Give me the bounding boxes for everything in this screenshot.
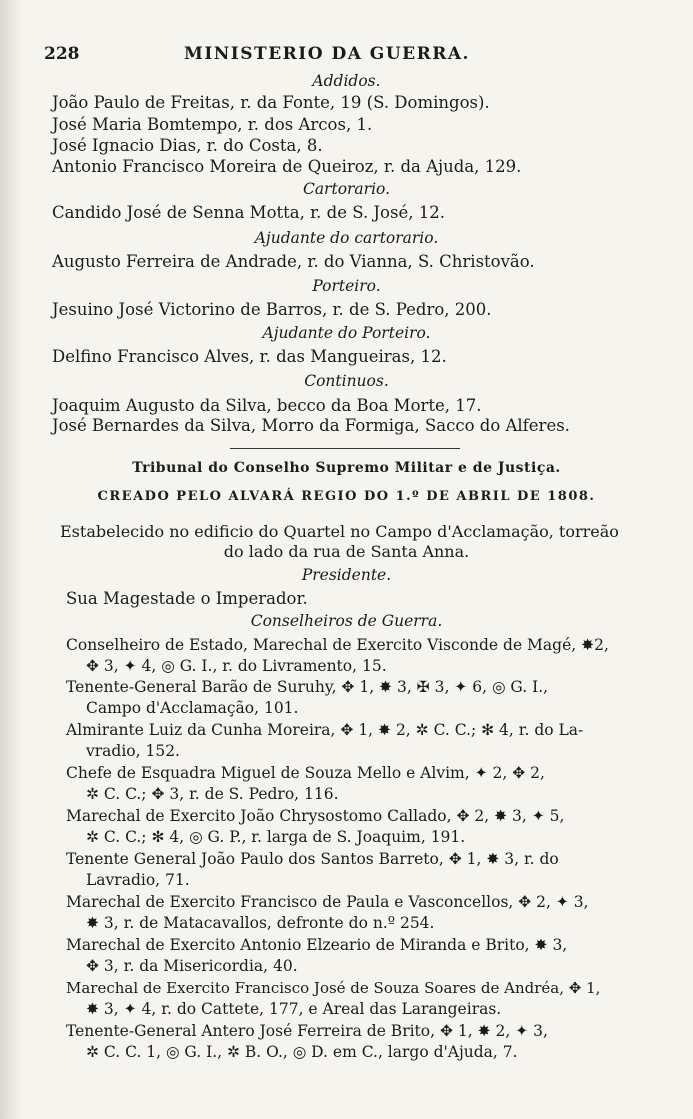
conselheiro-line: Campo d'Acclamação, 101. [86, 699, 299, 717]
conselheiro-line: Marechal de Exercito Francisco José de Souza Soares de Andréa, ✥ 1, [66, 979, 601, 997]
heading-ajudante-cartorario: Ajudante do cartorario. [254, 229, 439, 247]
conselheiro-line: Marechal de Exercito Antonio Elzeario de Miranda e Brito, ✸ 3, [66, 936, 568, 954]
tribunal-location-line: Estabelecido no edificio do Quartel no Campo d'Acclamação, torreão [60, 522, 619, 541]
conselheiro-line: ✲ C. C.; ✥ 3, r. de S. Pedro, 116. [86, 785, 339, 803]
continuos-entry: Joaquim Augusto da Silva, becco da Boa Morte, 17. [52, 396, 482, 415]
heading-conselheiros: Conselheiros de Guerra. [250, 612, 443, 630]
heading-presidente: Presidente. [301, 566, 392, 584]
conselheiro-line: ✸ 3, r. de Matacavallos, defronte do n.º 254. [86, 914, 435, 932]
conselheiro-line: ✲ C. C.; ✻ 4, ◎ G. P., r. larga de S. Joaquim, 191. [86, 828, 466, 846]
heading-porteiro: Porteiro. [312, 277, 381, 295]
conselheiro-line: Almirante Luiz da Cunha Moreira, ✥ 1, ✸ 2, ✲ C. C.; ✻ 4, r. do La- [66, 721, 584, 739]
heading-continuos: Continuos. [304, 372, 389, 390]
conselheiro-line: ✸ 3, ✦ 4, r. do Cattete, 177, e Areal das Larangeiras. [86, 1000, 502, 1018]
adidos-entry: João Paulo de Freitas, r. da Fonte, 19 (S. Domingos). [52, 93, 490, 112]
conselheiro-line: ✥ 3, r. da Misericordia, 40. [86, 957, 298, 975]
conselheiro-line: Lavradio, 71. [86, 871, 190, 889]
conselheiro-line: Tenente-General Antero José Ferreira de Brito, ✥ 1, ✸ 2, ✦ 3, [66, 1022, 548, 1040]
conselheiro-line: vradio, 152. [86, 742, 180, 760]
continuos-entry: José Bernardes da Silva, Morro da Formiga, Sacco do Alferes. [52, 416, 570, 435]
heading-adidos: Addidos. [312, 72, 381, 90]
porteiro-entry: Jesuino José Victorino de Barros, r. de S. Pedro, 200. [52, 300, 492, 319]
adidos-entry: José Ignacio Dias, r. do Costa, 8. [52, 136, 323, 155]
conselheiro-line: Tenente General João Paulo dos Santos Barreto, ✥ 1, ✸ 3, r. do [66, 850, 559, 868]
cartorario-entry: Candido José de Senna Motta, r. de S. José, 12. [52, 203, 445, 222]
page-number: 228 [44, 44, 80, 64]
running-title: MINISTERIO DA GUERRA. [184, 44, 470, 64]
adidos-entry: José Maria Bomtempo, r. dos Arcos, 1. [52, 115, 373, 134]
page-header [44, 44, 644, 70]
section-rule [230, 448, 460, 449]
tribunal-location-line: do lado da rua de Santa Anna. [223, 542, 470, 561]
conselheiro-line: Chefe de Esquadra Miguel de Souza Mello e Alvim, ✦ 2, ✥ 2, [66, 764, 545, 782]
heading-cartorario: Cartorario. [302, 180, 391, 198]
conselheiro-line: Tenente-General Barão de Suruhy, ✥ 1, ✸ 3, ✠ 3, ✦ 6, ◎ G. I., [66, 678, 549, 696]
tribunal-title: Tribunal do Conselho Supremo Militar e de Justiça. [132, 460, 561, 476]
presidente-entry: Sua Magestade o Imperador. [66, 589, 308, 608]
adidos-entry: Antonio Francisco Moreira de Queiroz, r. da Ajuda, 129. [52, 157, 522, 176]
ajudante-porteiro-entry: Delfino Francisco Alves, r. das Mangueiras, 12. [52, 347, 447, 366]
conselheiro-line: Marechal de Exercito Francisco de Paula e Vasconcellos, ✥ 2, ✦ 3, [66, 893, 589, 911]
tribunal-creation: CREADO PELO ALVARÁ REGIO DO 1.º DE ABRIL DE 1808. [97, 489, 596, 504]
conselheiro-line: ✥ 3, ✦ 4, ◎ G. I., r. do Livramento, 15. [86, 657, 387, 675]
conselheiro-line: ✲ C. C. 1, ◎ G. I., ✲ B. O., ◎ D. em C., largo d'Ajuda, 7. [86, 1043, 518, 1061]
heading-ajudante-porteiro: Ajudante do Porteiro. [262, 324, 431, 342]
conselheiro-line: Conselheiro de Estado, Marechal de Exercito Visconde de Magé, ✸2, [66, 636, 609, 654]
conselheiro-line: Marechal de Exercito João Chrysostomo Callado, ✥ 2, ✸ 3, ✦ 5, [66, 807, 565, 825]
ajudante-cartorario-entry: Augusto Ferreira de Andrade, r. do Vianna, S. Christovão. [52, 252, 535, 271]
